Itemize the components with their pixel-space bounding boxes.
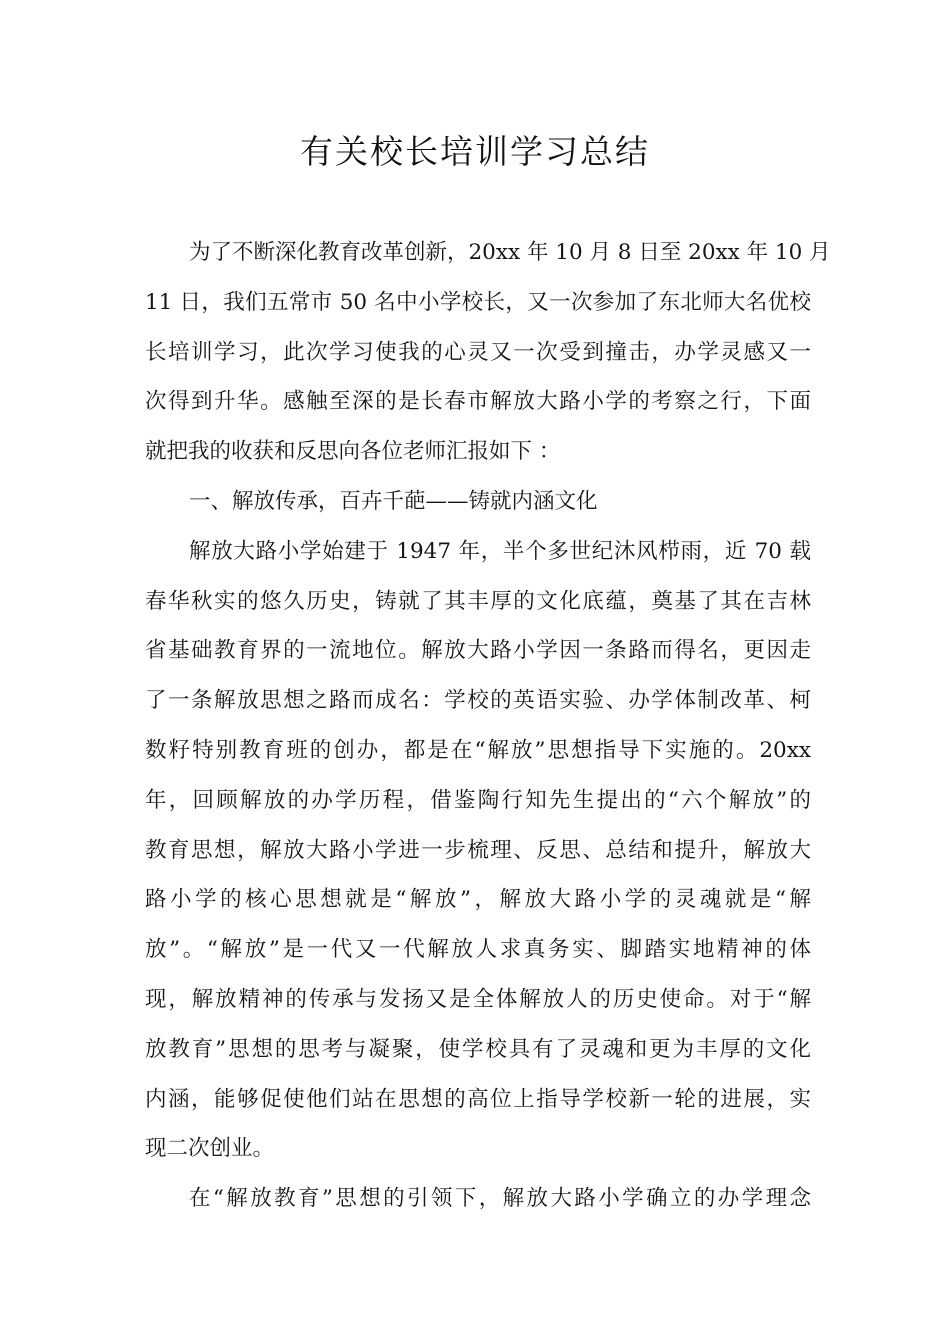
paragraph-1-line-2: 11 日，我们五常市 50 名中小学校长，又一次参加了东北师大名优校 [145, 289, 811, 315]
paragraph-2-line-7: 教育思想，解放大路小学进一步梳理、反思、总结和提升，解放大 [145, 837, 811, 863]
paragraph-2-line-5: 数籽特别教育班的创办，都是在“解放”思想指导下实施的。20xx [145, 737, 811, 763]
paragraph-2-line-1: 解放大路小学始建于 1947 年，半个多世纪沐风栉雨，近 70 载 [189, 538, 811, 564]
paragraph-2-line-12: 内涵，能够促使他们站在思想的高位上指导学校新一轮的进展，实 [145, 1086, 811, 1112]
paragraph-1-line-5: 就把我的收获和反思向各位老师汇报如下 ： [145, 439, 561, 465]
document-title: 有关校长培训学习总结 [300, 132, 650, 171]
paragraph-2-line-2: 春华秋实的悠久历史，铸就了其丰厚的文化底蕴，奠基了其在吉林 [145, 588, 811, 614]
paragraph-1-line-3: 长培训学习，此次学习使我的心灵又一次受到撞击，办学灵感又一 [145, 339, 811, 365]
paragraph-1-line-1: 为了不断深化教育改革创新，20xx 年 10 月 8 日至 20xx 年 10 月 [189, 240, 831, 265]
paragraph-2-line-8: 路小学的核心思想就是“解放”，解放大路小学的灵魂就是“解 [145, 887, 811, 913]
paragraph-1-line-4: 次得到升华。感触至深的是长春市解放大路小学的考察之行，下面 [145, 389, 811, 415]
paragraph-3-line-1: 在“解放教育”思想的引领下，解放大路小学确立的办学理念 [189, 1186, 811, 1212]
paragraph-2-line-13: 现二次创业。 [145, 1136, 275, 1162]
paragraph-2-line-10: 现，解放精神的传承与发扬又是全体解放人的历史使命。对于“解 [145, 986, 811, 1012]
paragraph-2-line-3: 省基础教育界的一流地位。解放大路小学因一条路而得名，更因走 [145, 638, 811, 664]
section-heading-1: 一、解放传承，百卉千葩——铸就内涵文化 [189, 488, 598, 514]
paragraph-2-line-4: 了一条解放思想之路而成名：学校的英语实验、办学体制改革、柯 [145, 688, 811, 714]
document-body [145, 228, 831, 1224]
paragraph-2-line-9: 放”。“解放”是一代又一代解放人求真务实、脚踏实地精神的体 [145, 937, 811, 963]
paragraph-2-line-11: 放教育”思想的思考与凝聚，使学校具有了灵魂和更为丰厚的文化 [145, 1036, 811, 1062]
paragraph-2-line-6: 年，回顾解放的办学历程，借鉴陶行知先生提出的“六个解放”的 [145, 787, 811, 813]
